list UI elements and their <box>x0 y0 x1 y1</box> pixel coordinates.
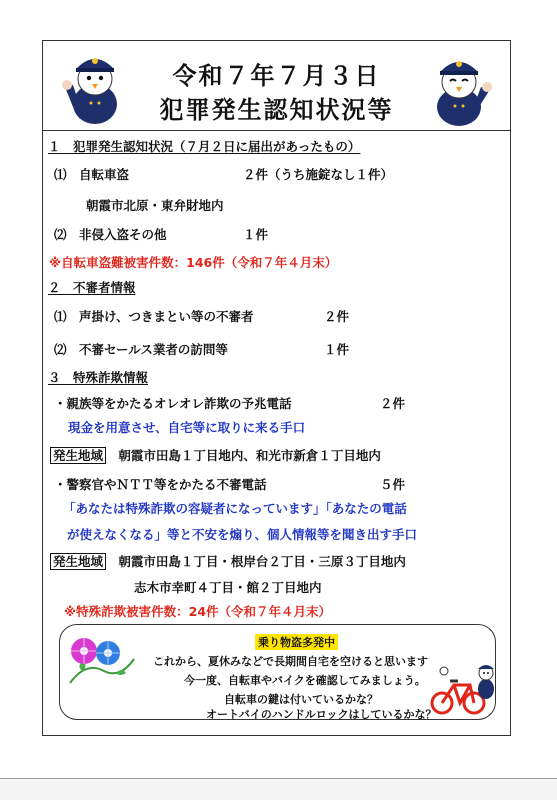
vehicle-theft-notice <box>59 624 496 720</box>
notice-heading: 乗り物盗多発中 <box>255 634 338 650</box>
page-bottom-rule <box>0 778 557 779</box>
section3-item2-area <box>50 552 406 570</box>
section3-item1-area <box>50 446 381 464</box>
area-text: 朝霞市田島１丁目地内、和光市新倉１丁目地内 <box>118 448 381 463</box>
bicycle-police-icon <box>430 659 496 717</box>
section1-heading: １ 犯罪発生認知状況（７月２日に届出があったもの） <box>48 139 361 154</box>
area-label-badge: 発生地域 <box>50 447 106 464</box>
section3-note: ※特殊詐欺被害件数：24件（令和７年４月末） <box>64 604 332 619</box>
section3-heading: ３ 特殊詐欺情報 <box>48 370 149 385</box>
section3-item2-desc2: が使えなくなる」等と不安を煽り、個人情報等を聞き出す手口 <box>67 527 418 542</box>
bulletin-header <box>43 41 510 131</box>
section1-item2-label: ⑵ 非侵入盗その他 <box>54 227 167 242</box>
section2-item2-count: １件 <box>324 342 350 357</box>
section2-heading: ２ 不審者情報 <box>48 280 136 295</box>
section1-note: ※自転車盗難被害件数：146件（令和７年４月末） <box>49 255 338 270</box>
area-text: 朝霞市田島１丁目・根岸台２丁目・三原３丁目地内 <box>118 554 406 569</box>
section3-item1-label: ・親族等をかたるオレオレ詐欺の予兆電話 <box>54 396 292 411</box>
bulletin-frame <box>42 40 511 736</box>
morning-glory-icon <box>64 631 144 687</box>
section2-item1-label: ⑴ 声掛け、つきまとい等の不審者 <box>54 309 254 324</box>
section1-item1-label: ⑴ 自転車盗 <box>54 167 130 182</box>
section3-item1-count: ２件 <box>380 396 406 411</box>
section2-item1-count: ２件 <box>324 309 350 324</box>
area-label-badge: 発生地域 <box>50 553 106 570</box>
section3-item2-area2: 志木市幸町４丁目・館２丁目地内 <box>134 580 322 595</box>
notice-line-4: オートバイのハンドルロックはしているかな？ <box>206 708 437 721</box>
section1-item1-detail: 朝霞市北原・東弁財地内 <box>86 198 224 213</box>
section3-item1-desc: 現金を用意させ、自宅等に取りに来る手口 <box>68 420 306 435</box>
section3-item2-count: ５件 <box>380 477 406 492</box>
section1-item1-count: ２件（うち施錠なし１件） <box>243 167 394 182</box>
notice-line-1: これから、夏休みなどで長期間自宅を空けると思います <box>153 655 428 668</box>
section2-item2-label: ⑵ 不審セールス業者の訪問等 <box>54 342 228 357</box>
section1-item2-count: １件 <box>243 227 269 242</box>
bulletin-title: 犯罪発生認知状況等 <box>159 96 394 124</box>
section3-item2-desc1: 「あなたは特殊詐欺の容疑者になっています」「あなたの電話 <box>63 501 407 516</box>
section3-item2-label: ・警察官やＮＴＴ等をかたる不審電話 <box>54 477 267 492</box>
notice-line-2: 今一度、自転車やバイクを確認してみましょう。 <box>184 674 426 687</box>
bulletin-date: 令和７年７月３日 <box>172 62 381 90</box>
notice-line-3: 自転車の鍵は付いているかな？ <box>224 693 378 706</box>
